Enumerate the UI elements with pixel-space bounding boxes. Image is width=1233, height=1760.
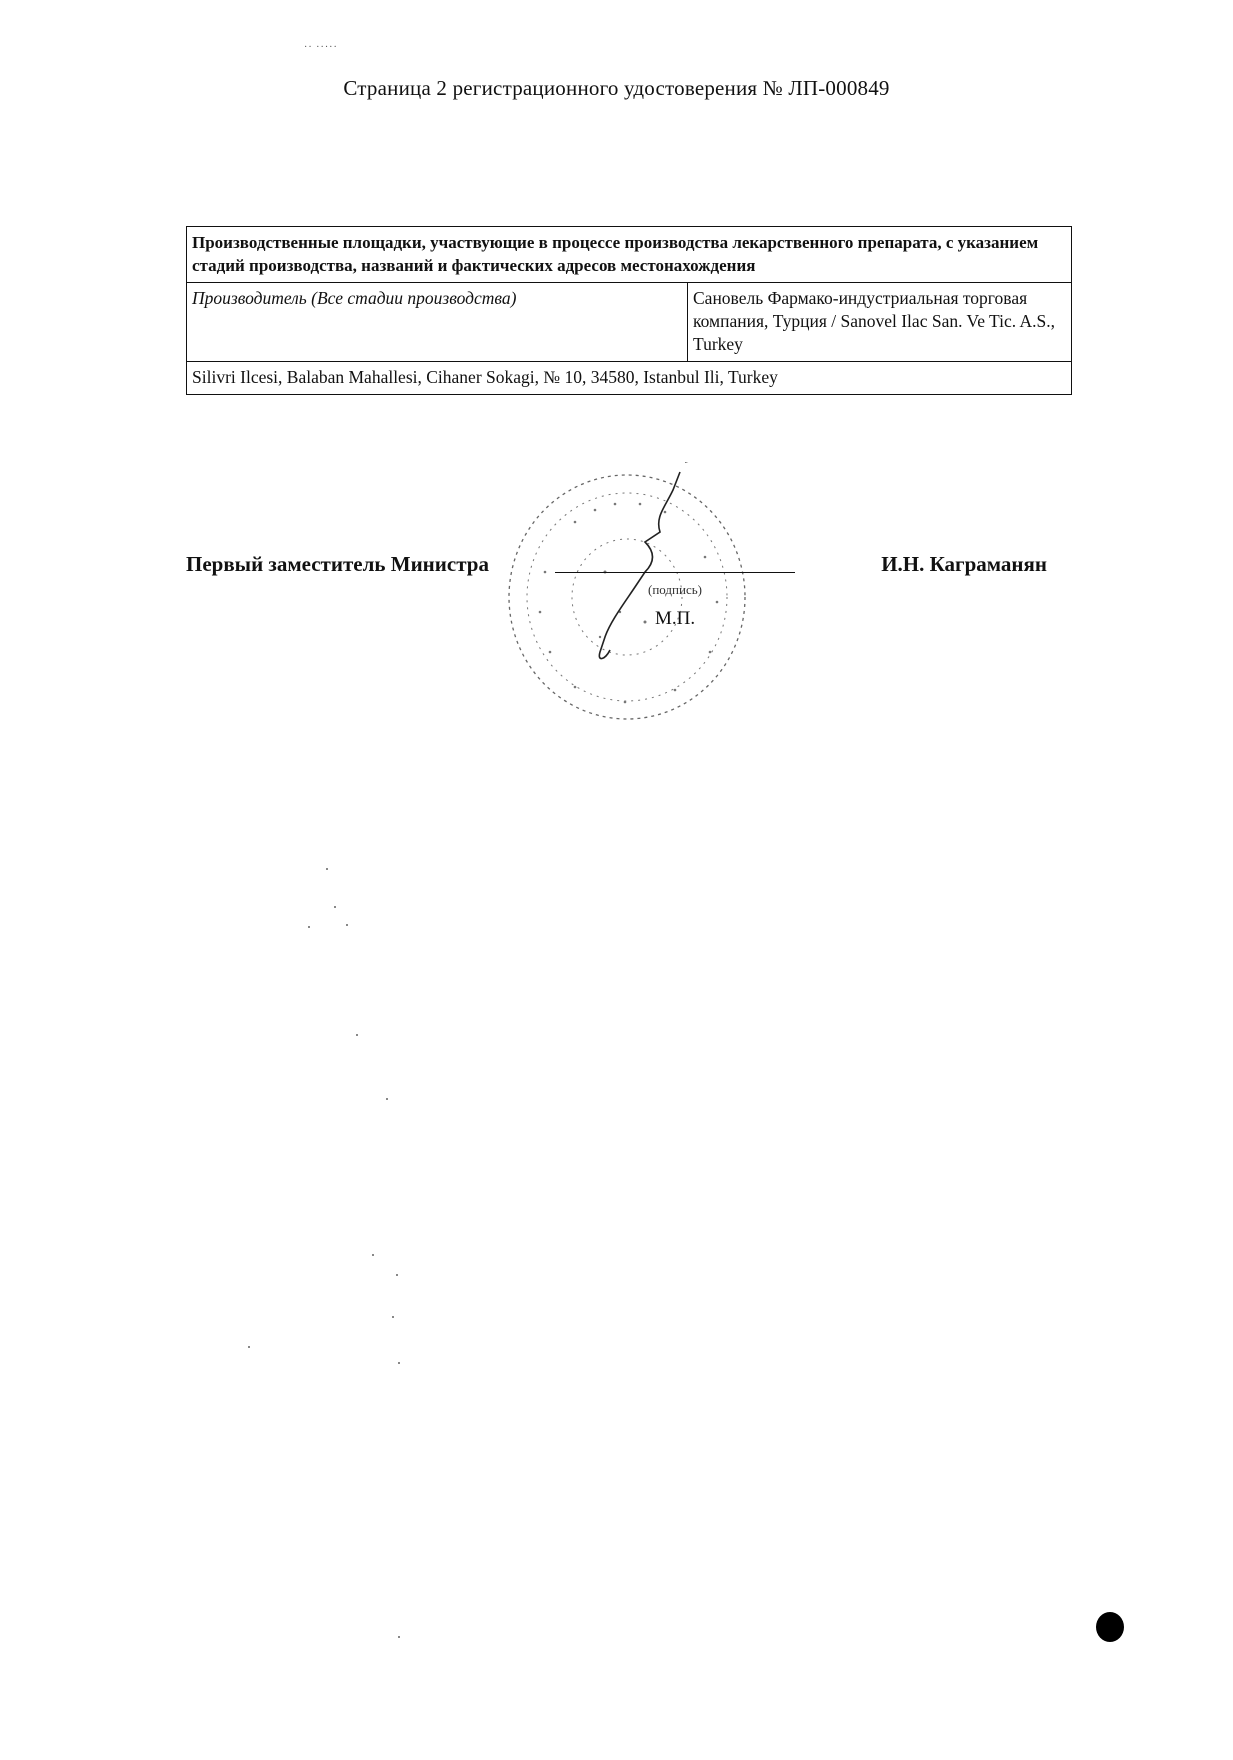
scan-speck (396, 1274, 398, 1276)
scan-artifact: ·· ····· (304, 42, 338, 53)
table-row (187, 227, 1072, 283)
signatory-position: Первый заместитель Министра (186, 552, 489, 576)
scan-speck (248, 1346, 250, 1348)
manufacturer-label-cell: Производитель (Все стадии производства) (187, 283, 688, 362)
scan-speck (372, 1254, 374, 1256)
signature-line (555, 572, 795, 573)
seal-label: М.П. (655, 608, 696, 629)
scan-speck (326, 868, 328, 870)
page-title: Страница 2 регистрационного удостоверения № ЛП-000849 (343, 76, 890, 100)
scan-speck (392, 1316, 394, 1318)
manufacturer-value-cell: Сановель Фармако-индустриальная торговая компания, Турция / Sanovel Ilac San. Ve Tic. A.S., Turkey (688, 283, 1072, 362)
registration-dot-mark (1096, 1612, 1124, 1642)
scan-speck (346, 924, 348, 926)
table-row (187, 362, 1072, 395)
scan-speck (386, 1098, 388, 1100)
scan-speck (308, 926, 310, 928)
signatory-name: И.Н. Каграманян (881, 552, 1047, 576)
production-sites-table (186, 226, 1072, 395)
scan-speck (398, 1362, 400, 1364)
scan-speck (334, 906, 336, 908)
address-cell: Silivri Ilcesi, Balaban Mahallesi, Cihaner Sokagi, № 10, 34580, Istanbul Ili, Turkey (187, 362, 1072, 395)
signature-caption: (подпись) (648, 582, 702, 597)
scan-speck (356, 1034, 358, 1036)
official-seal-stamp (505, 462, 755, 727)
scan-speck (398, 1636, 400, 1638)
table-row (187, 283, 1072, 362)
table-heading-cell: Производственные площадки, участвующие в процессе производства лекарственного препарата, с указанием стадий производства, названий и фактических адресов местонахождения (187, 227, 1072, 283)
